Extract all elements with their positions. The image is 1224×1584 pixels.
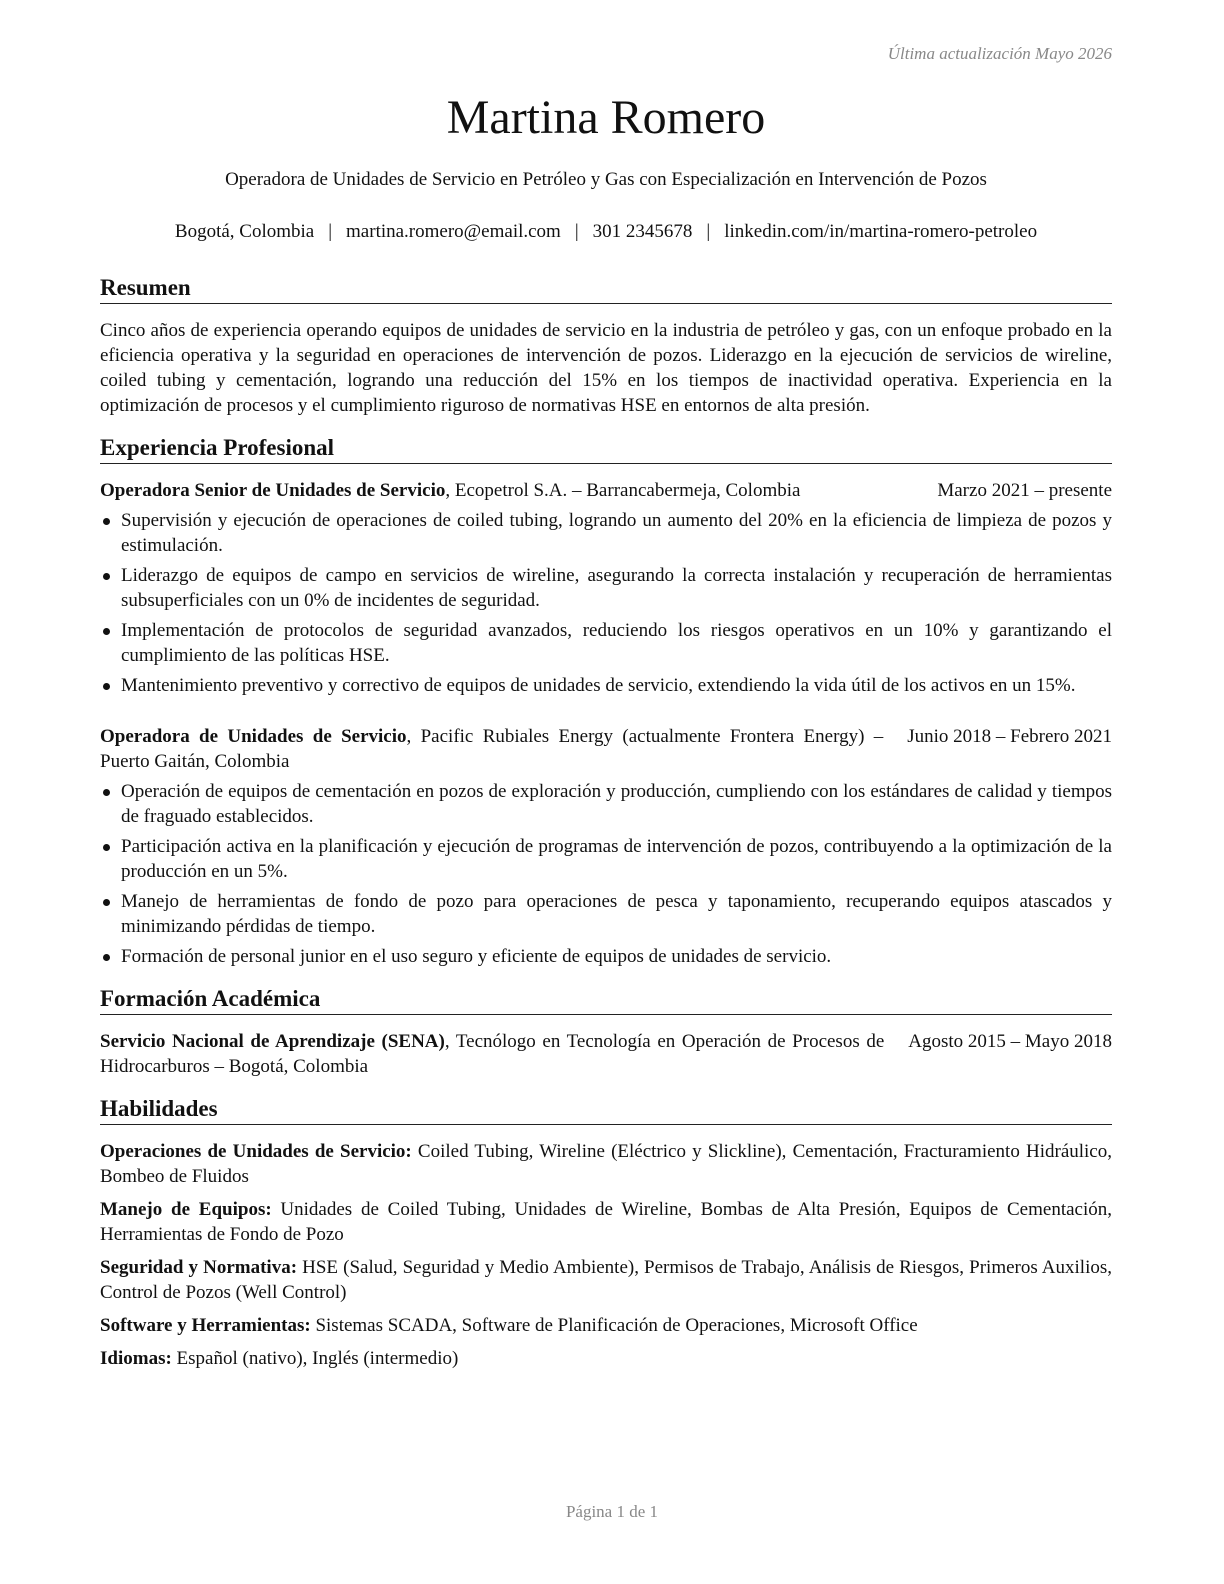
skill-row xyxy=(100,1197,1112,1247)
separator: | xyxy=(706,221,711,242)
job-role: Operadora Senior de Unidades de Servicio xyxy=(100,480,446,501)
education-entry xyxy=(100,1029,1112,1079)
contact-location: Bogotá, Colombia xyxy=(174,221,315,242)
skill-label: Operaciones de Unidades de Servicio: xyxy=(100,1141,412,1162)
job-title-line xyxy=(100,478,913,503)
skill-row xyxy=(100,1255,1112,1305)
skill-label: Manejo de Equipos: xyxy=(100,1199,272,1220)
section-title-summary: Resumen xyxy=(100,274,1112,304)
education-dates: Agosto 2015 – Mayo 2018 xyxy=(908,1031,1112,1052)
last-updated: Última actualización Mayo 2026 xyxy=(887,44,1112,63)
contact-linkedin[interactable]: linkedin.com/in/martina-romero-petroleo xyxy=(724,221,1038,242)
education-institution: Servicio Nacional de Aprendizaje (SENA) xyxy=(100,1031,445,1052)
page-footer: Página 1 de 1 xyxy=(565,1502,659,1521)
summary-section xyxy=(100,274,1112,418)
separator: | xyxy=(328,221,333,242)
experience-section xyxy=(100,434,1112,969)
section-title-skills: Habilidades xyxy=(100,1095,1112,1125)
skills-list xyxy=(100,1139,1112,1371)
skill-value: Unidades de Coiled Tubing, Unidades de Wireline, Bombas de Alta Presión, Equipos de Cementación, Herramientas de Fondo de Pozo xyxy=(100,1199,1112,1245)
skill-row xyxy=(100,1346,1112,1371)
section-title-education: Formación Académica xyxy=(100,985,1112,1015)
job-org: , Pacific Rubiales Energy (actualmente Frontera Energy) – Puerto Gaitán, Colombia xyxy=(100,726,884,772)
education-section xyxy=(100,985,1112,1079)
job-role: Operadora de Unidades de Servicio xyxy=(100,726,407,747)
skill-value: Sistemas SCADA, Software de Planificación de Operaciones, Microsoft Office xyxy=(310,1315,918,1336)
skill-label: Software y Herramientas: xyxy=(100,1315,311,1336)
bullet-item: Liderazgo de equipos de campo en servicios de wireline, asegurando la correcta instalación y recuperación de herramientas subsuperficiales con un 0% de incidentes de seguridad. xyxy=(100,563,1112,613)
separator: | xyxy=(574,221,579,242)
job-dates: Marzo 2021 – presente xyxy=(937,480,1112,501)
job-org: , Ecopetrol S.A. – Barrancabermeja, Colombia xyxy=(445,480,801,501)
bullet-item: Supervisión y ejecución de operaciones de coiled tubing, logrando un aumento del 20% en la eficiencia de limpieza de pozos y estimulación. xyxy=(100,508,1112,558)
job-bullets xyxy=(100,779,1112,969)
skill-value: Coiled Tubing, Wireline (Eléctrico y Slickline), Cementación, Fracturamiento Hidráulico, Bombeo de Fluidos xyxy=(100,1141,1112,1187)
contact-line xyxy=(100,220,1112,244)
candidate-name: Martina Romero xyxy=(446,91,766,144)
bullet-item: Operación de equipos de cementación en pozos de exploración y producción, cumpliendo con los estándares de calidad y tiempos de fraguado establecidos. xyxy=(100,779,1112,829)
skill-label: Idiomas: xyxy=(100,1348,172,1369)
skills-section xyxy=(100,1095,1112,1371)
contact-phone: 301 2345678 xyxy=(592,221,693,242)
bullet-item: Implementación de protocolos de seguridad avanzados, reduciendo los riesgos operativos en un 10% y garantizando el cumplimiento de las políticas HSE. xyxy=(100,618,1112,668)
job-bullets xyxy=(100,508,1112,698)
skill-value: Español (nativo), Inglés (intermedio) xyxy=(171,1348,459,1369)
contact-email[interactable]: martina.romero@email.com xyxy=(346,221,561,242)
bullet-item: Formación de personal junior en el uso seguro y eficiente de equipos de unidades de servicio. xyxy=(100,944,1112,969)
bullet-item: Participación activa en la planificación y ejecución de programas de intervención de pozos, contribuyendo a la optimización de la producción en un 5%. xyxy=(100,834,1112,884)
headline: Operadora de Unidades de Servicio en Petróleo y Gas con Especialización en Intervención de Pozos xyxy=(225,169,987,190)
job-entry xyxy=(100,724,1112,969)
job-title-line xyxy=(100,724,883,774)
job-dates: Junio 2018 – Febrero 2021 xyxy=(907,726,1112,747)
section-title-experience: Experiencia Profesional xyxy=(100,434,1112,464)
job-header xyxy=(100,724,1112,774)
bullet-item: Manejo de herramientas de fondo de pozo para operaciones de pesca y taponamiento, recuperando equipos atascados y minimizando pérdidas de tiempo. xyxy=(100,889,1112,939)
bullet-item: Mantenimiento preventivo y correctivo de equipos de unidades de servicio, extendiendo la vida útil de los activos en un 15%. xyxy=(100,673,1112,698)
education-detail: , Tecnólogo en Tecnología en Operación de Procesos de Hidrocarburos – Bogotá, Colombia xyxy=(100,1031,885,1077)
skill-label: Seguridad y Normativa: xyxy=(100,1257,298,1278)
skill-row xyxy=(100,1139,1112,1189)
job-entry xyxy=(100,478,1112,698)
job-header xyxy=(100,478,1112,503)
summary-text: Cinco años de experiencia operando equipos de unidades de servicio en la industria de petróleo y gas, con un enfoque probado en la eficiencia operativa y la seguridad en operaciones de intervención de pozos. Liderazgo en la ejecución de servicios de wireline, coiled tubing y cementación, logrando una reducción del 15% en los tiempos de inactividad operativa. Experiencia en la optimización de procesos y el cumplimiento riguroso de normativas HSE en entornos de alta presión. xyxy=(100,320,1112,416)
education-header xyxy=(100,1029,1112,1079)
skill-row xyxy=(100,1313,1112,1338)
education-line xyxy=(100,1029,884,1079)
skill-value: HSE (Salud, Seguridad y Medio Ambiente), Permisos de Trabajo, Análisis de Riesgos, Primeros Auxilios, Control de Pozos (Well Control) xyxy=(100,1257,1113,1303)
